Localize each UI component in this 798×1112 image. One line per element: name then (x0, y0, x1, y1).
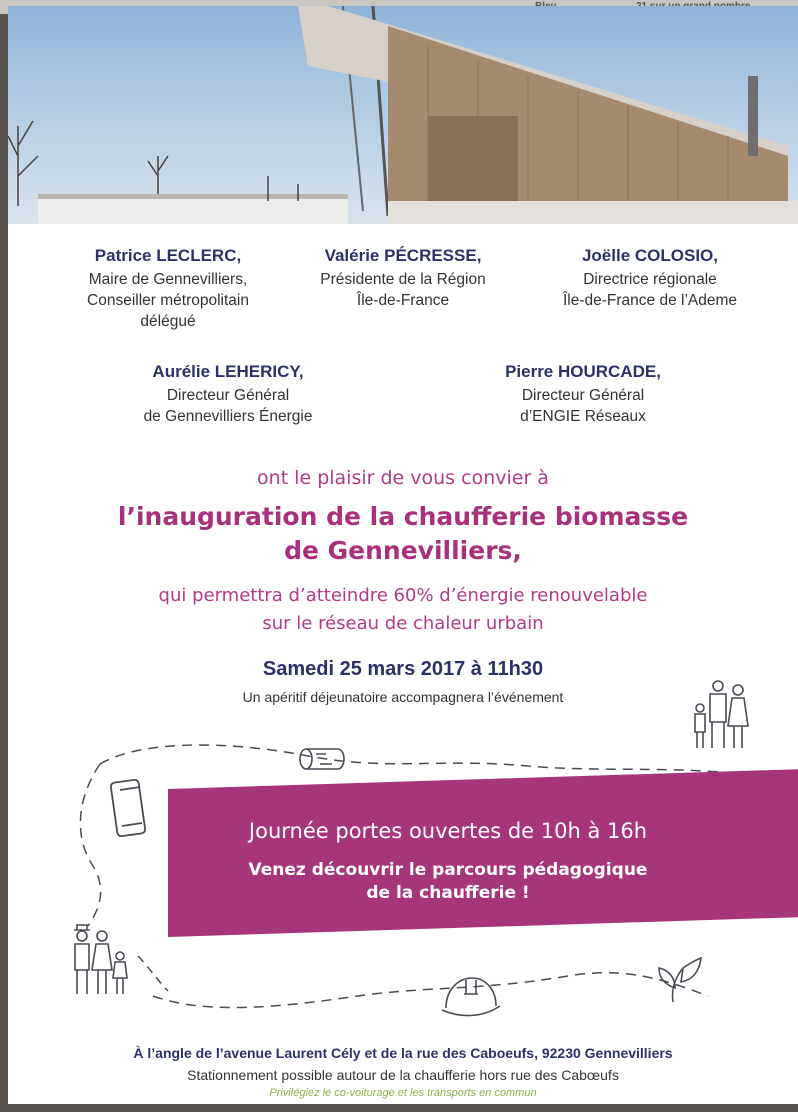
invitation-intro: ont le plaisir de vous convier à (257, 467, 549, 489)
open-day-subtitle (168, 859, 728, 905)
event-address: À l’angle de l’avenue Laurent Cély et de la rue des Caboeufs, 92230 Gennevilliers (133, 1045, 673, 1061)
event-date: Samedi 25 mars 2017 à 11h30 (262, 658, 544, 680)
role-line: Maire de Gennevilliers, (88, 271, 248, 288)
event-aperitif: Un apéritif déjeunatoire accompagnera l’événement (242, 689, 564, 705)
role-line: Directeur Général (166, 387, 290, 404)
invitation-title-line: l’inauguration de la chaufferie biomasse (117, 502, 689, 531)
parking-info: Stationnement possible autour de la chaufferie hors rue des Cabœufs (187, 1067, 619, 1083)
role-line: Île-de-France de l’Ademe (562, 292, 738, 309)
open-day-subtitle-line: de la chaufferie ! (366, 883, 530, 903)
open-day-title: Journée portes ouvertes de 10h à 16h (248, 819, 648, 843)
covoiturage-note: Privilégiez le co-voiturage et les transports en commun (269, 1087, 537, 1099)
invitation-subtitle-line: sur le réseau de chaleur urbain (262, 613, 544, 634)
host-name-hourcade: Pierre HOURCADE, (505, 362, 661, 381)
role-line: Directeur Général (521, 387, 645, 404)
role-line: de Gennevilliers Énergie (143, 408, 313, 425)
log-icon (298, 744, 348, 774)
invitation-subtitle-line: qui permettra d’atteindre 60% d’énergie renouvelable (158, 585, 648, 606)
invitation-page (8, 6, 798, 1104)
invitation-title-line: de Gennevilliers, (284, 536, 522, 565)
role-line: Présidente de la Région (320, 271, 486, 288)
role-line: Directrice régionale (583, 271, 717, 288)
helmet-icon (440, 972, 502, 1020)
host-name-lehericy: Aurélie LEHERICY, (152, 362, 304, 381)
role-line: d’ENGIE Réseaux (520, 408, 646, 425)
host-name-pecresse: Valérie PÉCRESSE, (324, 246, 482, 265)
host-name-leclerc: Patrice LECLERC, (94, 246, 242, 265)
phone-icon (106, 778, 150, 840)
open-day-banner-text (168, 819, 728, 905)
host-name-colosio: Joëlle COLOSIO, (581, 246, 719, 265)
family-icon (66, 924, 136, 999)
open-day-subtitle-line: Venez découvrir le parcours pédagogique (248, 860, 648, 880)
role-line: Conseiller métropolitain (87, 292, 249, 309)
family-icon (688, 678, 758, 753)
role-line: délégué (140, 313, 196, 330)
leaves-icon (653, 954, 703, 1006)
role-line: Île-de-France (356, 292, 450, 309)
